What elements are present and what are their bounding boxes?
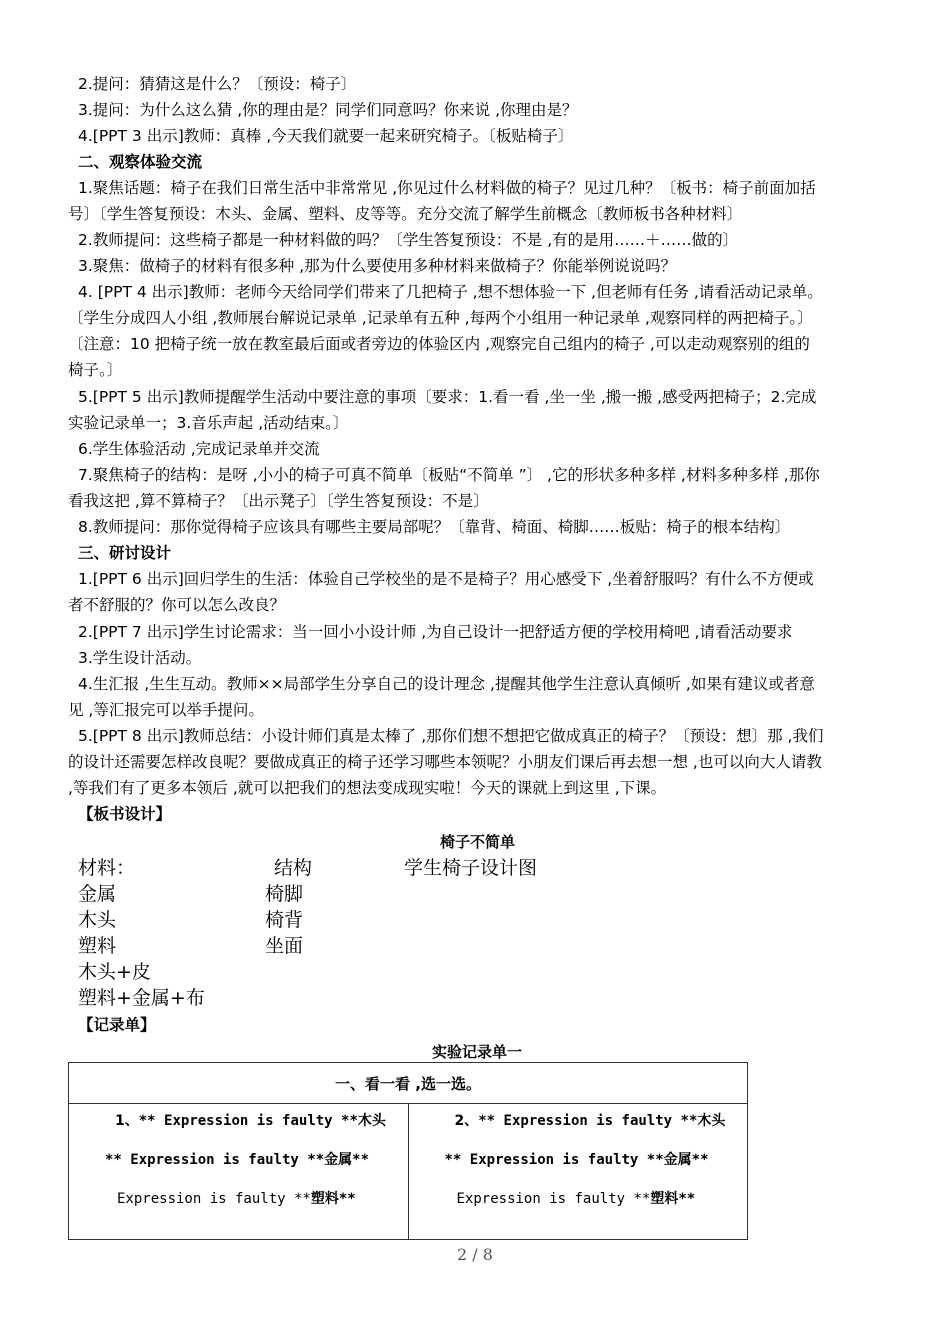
text-line: 1.[PPT 6 出示]回归学生的生活：体验自己学校坐的是不是椅子？用心感受下 ,坐着舒服吗？有什么不方便或 xyxy=(78,570,814,588)
board-material: 金属 xyxy=(78,883,117,905)
section-heading: 【板书设计】 xyxy=(78,805,172,823)
text-line: 3.提问：为什么这么猜 ,你的理由是？同学们同意吗？你来说 ,你理由是？ xyxy=(78,101,578,119)
text-line: 3.学生设计活动。 xyxy=(78,649,202,667)
text-line: 2.提问：猜猜这是什么？〔预设：椅子〕 xyxy=(78,75,357,93)
cell-line xyxy=(457,1188,696,1208)
section-heading: 三、研讨设计 xyxy=(78,544,172,562)
record-cell-2 xyxy=(408,1104,748,1240)
board-structure: 椅背 xyxy=(265,909,304,931)
text-line: 3.聚焦：做椅子的材料有很多种 ,那为什么要使用多种材料来做椅子？你能举例说说吗？ xyxy=(78,257,677,275)
material-option: 木头 xyxy=(697,1113,726,1129)
text-line: 1.聚焦话题：椅子在我们日常生活中非常常见 ,你见过什么材料做的椅子？见过几种？〔板书：椅子前面加括 xyxy=(78,179,816,197)
expression-error: ** Expression is faulty ** xyxy=(444,1152,664,1168)
markup-tail: ** xyxy=(678,1191,696,1207)
expression-error: ** Expression is faulty ** xyxy=(138,1113,358,1129)
board-structure: 椅脚 xyxy=(265,883,304,905)
section-heading: 二、观察体验交流 xyxy=(78,153,203,171)
text-line: 5.[PPT 5 出示]教师提醒学生活动中要注意的事项〔要求：1.看一看 ,坐一坐 ,搬一搬 ,感受两把椅子；2.完成 xyxy=(78,388,817,406)
record-cell-1 xyxy=(69,1104,409,1240)
text-line: 5.[PPT 8 出示]教师总结：小设计师们真是太棒了 ,那你们想不想把它做成真正的椅子？〔预设：想〕那 ,我们 xyxy=(78,727,824,745)
text-line: 的设计还需要怎样改良呢？要做成真正的椅子还学习哪些本领呢？小朋友们课后再去想一想 ,也可以向大人请教 xyxy=(68,753,822,771)
cell-line xyxy=(115,1110,386,1130)
markup-tail: ** xyxy=(691,1152,709,1168)
expression-error: Expression is faulty ** xyxy=(456,1191,651,1207)
text-line: 〔学生分成四人小组 ,教师展台解说记录单 ,记录单有五种 ,每两个小组用一种记录单 ,观察同样的两把椅子。〕 xyxy=(68,309,813,327)
text-line: 4. [PPT 4 出示]教师：老师今天给同学们带来了几把椅子 ,想不想体验一下 ,但老师有任务 ,请看活动记录单。 xyxy=(78,283,823,301)
cell-line xyxy=(105,1149,369,1169)
record-table xyxy=(68,1062,748,1240)
cell-line xyxy=(117,1188,356,1208)
material-option: 塑料 xyxy=(650,1191,679,1207)
cell-number: 2、 xyxy=(454,1113,479,1129)
board-material: 塑料 xyxy=(78,935,117,957)
board-materials-header: 材料： xyxy=(78,857,136,879)
text-line: 实验记录单一；3.音乐声起 ,活动结束。〕 xyxy=(68,414,349,432)
board-title: 椅子不简单 xyxy=(440,833,516,851)
text-line: 8.教师提问：那你觉得椅子应该具有哪些主要局部呢？〔靠背、椅面、椅脚……板贴：椅子的根本结构〕 xyxy=(78,518,791,536)
page-number: 2 / 8 xyxy=(457,1245,493,1264)
material-option: 木头 xyxy=(357,1113,386,1129)
text-line: 4.[PPT 3 出示]教师：真棒 ,今天我们就要一起来研究椅子。〔板贴椅子〕 xyxy=(78,127,574,145)
text-line: 椅子。〕 xyxy=(68,361,123,379)
record-heading: 【记录单】 xyxy=(78,1016,156,1034)
record-title: 实验记录单一 xyxy=(432,1043,523,1061)
material-option: 塑料 xyxy=(310,1191,339,1207)
text-line: 4.生汇报 ,生生互动。教师××局部学生分享自己的设计理念 ,提醒其他学生注意认真倾听 ,如果有建议或者意 xyxy=(78,675,815,693)
text-line: 〔注意：10 把椅子统一放在教室最后面或者旁边的体验区内 ,观察完自己组内的椅子 ,可以走动观察别的组的 xyxy=(68,335,810,353)
board-structure: 坐面 xyxy=(265,935,304,957)
text-line: 号〕〔学生答复预设：木头、金属、塑料、皮等等。充分交流了解学生前概念〔教师板书各种材料〕 xyxy=(68,205,743,223)
expression-error: Expression is faulty ** xyxy=(117,1191,311,1207)
record-table-header: 一、看一看 ,选一选。 xyxy=(69,1063,748,1104)
text-line: ,等我们有了更多本领后 ,就可以把我们的想法变成现实啦！今天的课就上到这里 ,下课。 xyxy=(68,779,667,797)
text-line: 2.[PPT 7 出示]学生讨论需求：当一回小小设计师 ,为自己设计一把舒适方便的学校用椅吧 ,请看活动要求 xyxy=(78,623,793,641)
text-line: 见 ,等汇报完可以举手提问。 xyxy=(68,701,264,719)
board-structure-header: 结构 xyxy=(274,857,313,879)
text-line: 7.聚焦椅子的结构：是呀 ,小小的椅子可真不简单〔板贴“不简单 ”〕 ,它的形状多种多样 ,材料多种多样 ,那你 xyxy=(78,466,820,484)
text-line: 6.学生体验活动 ,完成记录单并交流 xyxy=(78,440,320,458)
board-material: 塑料+金属+布 xyxy=(78,987,205,1009)
material-option: 金属 xyxy=(324,1152,353,1168)
material-option: 金属 xyxy=(663,1152,692,1168)
cell-line xyxy=(455,1110,726,1130)
text-line: 2.教师提问：这些椅子都是一种材料做的吗？〔学生答复预设：不是 ,有的是用……＋……做的〕 xyxy=(78,231,739,249)
markup-tail: ** xyxy=(352,1152,370,1168)
expression-error: ** Expression is faulty ** xyxy=(105,1152,325,1168)
text-line: 者不舒服的？你可以怎么改良？ xyxy=(68,596,286,614)
board-design-header: 学生椅子设计图 xyxy=(404,857,538,879)
text-line: 看我这把 ,算不算椅子？〔出示凳子〕〔学生答复预设：不是〕 xyxy=(68,492,489,510)
board-material: 木头+皮 xyxy=(78,961,151,983)
expression-error: ** Expression is faulty ** xyxy=(478,1113,698,1129)
cell-line xyxy=(445,1149,709,1169)
markup-tail: ** xyxy=(338,1191,356,1207)
board-material: 木头 xyxy=(78,909,117,931)
cell-number: 1、 xyxy=(115,1113,139,1129)
